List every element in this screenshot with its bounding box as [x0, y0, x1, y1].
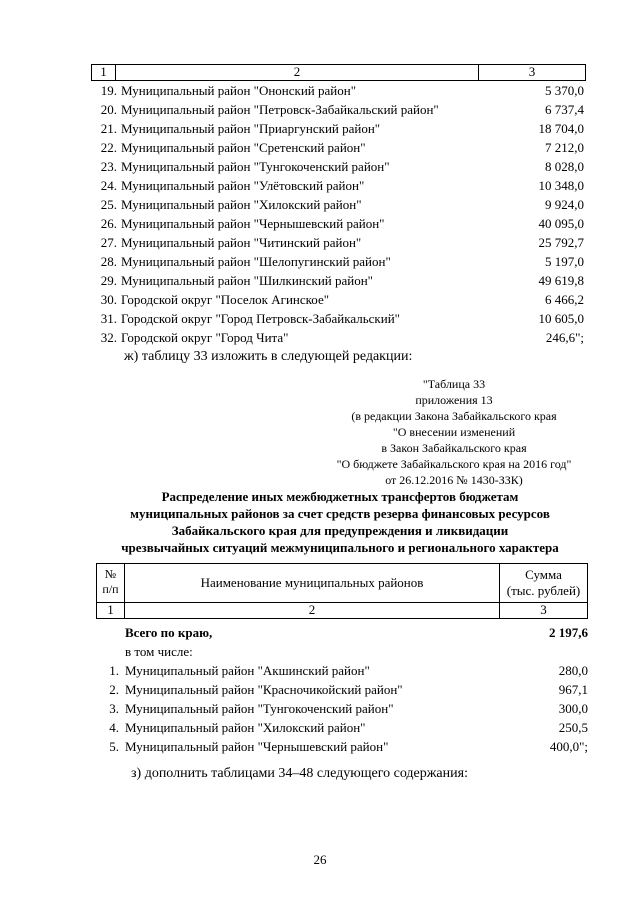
row-number: 23. [100, 159, 117, 174]
header-text: № [104, 567, 117, 581]
row-number: 29. [100, 273, 117, 288]
row-name: Муниципальный район "Читинский район" [121, 235, 362, 250]
row-number: 19. [100, 83, 117, 98]
row-value: 6 466,2 [545, 292, 584, 307]
row-name: Муниципальный район "Чернышевский район" [121, 216, 385, 231]
caption-line: "Таблица 33 [422, 377, 486, 391]
row-name: Муниципальный район "Тунгокоченский район" [124, 701, 394, 716]
row-value: 10 348,0 [538, 178, 584, 193]
row-value: 5 197,0 [545, 254, 584, 269]
table-continuation [91, 64, 586, 347]
table-row [96, 718, 588, 737]
row-number: 27. [100, 235, 117, 250]
table-row [91, 233, 586, 252]
table-row [96, 680, 588, 699]
table-row [91, 176, 586, 195]
row-name: Муниципальный район "Красночикойский район" [124, 682, 403, 697]
table-row [96, 737, 588, 756]
table-row [91, 100, 586, 119]
row-name: Муниципальный район "Хилокский район" [124, 720, 366, 735]
header-text: п/п [102, 582, 119, 596]
table-caption-block [300, 376, 608, 488]
row-number: 32. [100, 330, 117, 345]
row-value: 40 095,0 [538, 216, 584, 231]
row-name: Городской округ "Поселок Агинское" [121, 292, 330, 307]
table-row [91, 157, 586, 176]
row-value: 10 605,0 [538, 311, 584, 326]
column-number: 3 [540, 602, 547, 617]
including-row [96, 642, 588, 661]
header-text: Сумма [525, 567, 562, 582]
page-number: 26 [313, 852, 327, 867]
row-number: 25. [100, 197, 117, 212]
row-number: 4. [109, 720, 119, 735]
table-column-numbers [96, 603, 588, 619]
row-name: Муниципальный район "Чернышевский район" [124, 739, 389, 754]
row-number: 28. [100, 254, 117, 269]
total-row [96, 623, 588, 642]
row-name: Муниципальный район "Ононский район" [121, 83, 357, 98]
caption-line: от 26.12.2016 № 1430-ЗЗК) [385, 473, 523, 487]
table-row [91, 195, 586, 214]
caption-line: "О внесении изменений [392, 425, 516, 439]
row-value: 5 370,0 [545, 83, 584, 98]
table-row [91, 271, 586, 290]
row-value: 18 704,0 [538, 121, 584, 136]
row-number: 22. [100, 140, 117, 155]
table-row [91, 252, 586, 271]
header-text: (тыс. рублей) [506, 583, 581, 598]
row-number: 1. [109, 663, 119, 678]
row-value: 25 792,7 [538, 235, 584, 250]
including-label: в том числе: [125, 644, 193, 659]
table-row [91, 309, 586, 328]
table-row [96, 661, 588, 680]
row-name: Муниципальный район "Приаргунский район" [121, 121, 381, 136]
row-name: Муниципальный район "Петровск-Забайкальский район" [121, 102, 439, 117]
row-value: 250,5 [558, 720, 588, 735]
table-row [91, 290, 586, 309]
row-value: 400,0"; [549, 739, 588, 754]
row-name: Муниципальный район "Улётовский район" [121, 178, 365, 193]
column-number: 3 [528, 64, 536, 79]
row-number: 3. [109, 701, 119, 716]
row-value: 7 212,0 [545, 140, 584, 155]
caption-line: (в редакции Закона Забайкальского края [351, 409, 557, 423]
row-number: 20. [100, 102, 117, 117]
row-value: 8 028,0 [545, 159, 584, 174]
paragraph-zh: ж) таблицу 33 изложить в следующей редакции: [124, 349, 413, 364]
table-row [91, 119, 586, 138]
caption-line: приложения 13 [415, 393, 493, 407]
row-number: 26. [100, 216, 117, 231]
row-value: 6 737,4 [545, 102, 584, 117]
table-body [96, 661, 588, 756]
title-line: Забайкальского края для предупреждения и ликвидации [171, 523, 509, 538]
column-number: 1 [92, 65, 116, 80]
row-name: Муниципальный район "Тунгокоченский район" [121, 159, 390, 174]
row-name: Городской округ "Город Чита" [121, 330, 289, 345]
header-number [97, 564, 125, 602]
table-row [96, 699, 588, 718]
row-value: 280,0 [558, 663, 588, 678]
row-number: 5. [109, 739, 119, 754]
row-number: 2. [109, 682, 119, 697]
row-name: Муниципальный район "Хилокский район" [121, 197, 362, 212]
table-row [91, 328, 586, 347]
paragraph-z: з) дополнить таблицами 34–48 следующего содержания: [131, 766, 468, 781]
column-number: 2 [116, 65, 479, 80]
header-sum [500, 564, 587, 602]
row-value: 300,0 [558, 701, 588, 716]
header-name: Наименование муниципальных районов [125, 564, 500, 602]
row-name: Муниципальный район "Сретенский район" [121, 140, 366, 155]
table-title [90, 488, 590, 556]
title-line: Распределение иных межбюджетных трансфертов бюджетам [161, 489, 519, 504]
title-line: чрезвычайных ситуаций межмуниципального и регионального характера [121, 540, 559, 555]
table-header [96, 563, 588, 603]
table-row [91, 81, 586, 100]
row-name: Муниципальный район "Шелопугинский район" [121, 254, 391, 269]
row-name: Муниципальный район "Акшинский район" [124, 663, 370, 678]
row-value: 49 619,8 [538, 273, 584, 288]
table-row [91, 138, 586, 157]
total-value: 2 197,6 [549, 625, 588, 640]
total-label: Всего по краю, [124, 625, 213, 640]
table-33 [96, 563, 588, 756]
table-column-numbers [91, 64, 586, 81]
row-name: Муниципальный район "Шилкинский район" [121, 273, 373, 288]
column-number: 1 [97, 603, 125, 618]
row-number: 31. [100, 311, 117, 326]
row-number: 24. [100, 178, 117, 193]
row-number: 30. [100, 292, 117, 307]
row-value: 9 924,0 [545, 197, 584, 212]
row-number: 21. [100, 121, 117, 136]
caption-line: "О бюджете Забайкальского края на 2016 год" [336, 457, 572, 471]
row-value: 246,6"; [545, 330, 584, 345]
table-row [91, 214, 586, 233]
table-body [91, 81, 586, 347]
title-line: муниципальных районов за счет средств резерва финансовых ресурсов [130, 506, 550, 521]
caption-line: в Закон Забайкальского края [381, 441, 527, 455]
row-value: 967,1 [558, 682, 588, 697]
row-name: Городской округ "Город Петровск-Забайкальский" [121, 311, 400, 326]
column-number: 2 [125, 603, 500, 618]
